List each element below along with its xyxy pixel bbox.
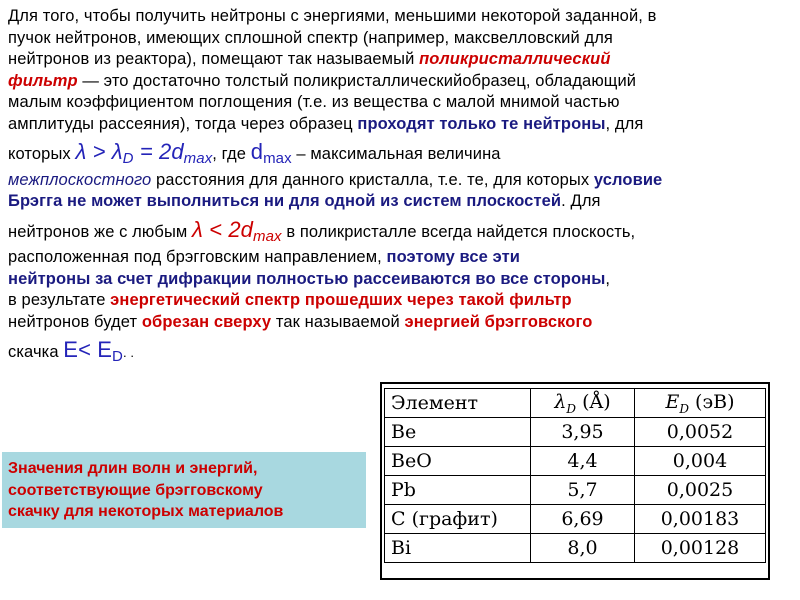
term-interplanar: межплоскостного	[8, 170, 152, 189]
text-line-8	[8, 170, 790, 192]
table-row	[385, 447, 766, 476]
text-segment: , где	[212, 145, 251, 163]
text-segment: которых	[8, 145, 76, 163]
header-unit: (Å)	[576, 390, 611, 413]
formula-subscript: D	[122, 150, 134, 167]
text-line-4	[8, 71, 790, 93]
main-paragraph	[8, 6, 790, 368]
text-line-6	[8, 114, 790, 136]
text-segment: нейтронов же с любым	[8, 222, 193, 241]
text-segment: скачка	[8, 343, 64, 361]
cell-lambda: 6,69	[531, 505, 635, 534]
cell-energy: 0,00128	[635, 534, 766, 563]
formula-dmax	[250, 139, 292, 167]
highlight-energy-spectrum: энергетический спектр прошедших через такой фильтр	[110, 291, 572, 309]
cell-element: BeO	[385, 447, 531, 476]
text-line-11	[8, 247, 790, 269]
formula-energy-condition	[63, 337, 123, 365]
text-line-3	[8, 49, 790, 71]
table-row	[385, 505, 766, 534]
cell-element: Bi	[385, 534, 531, 563]
formula-part: E< E	[63, 337, 113, 362]
cell-element: Be	[385, 418, 531, 447]
symbol-letter: E	[665, 390, 680, 413]
text-segment: пучок нейтронов, имеющих сплошной спектр (например, максвелловский для	[8, 28, 613, 47]
text-segment: нейтронов будет	[8, 312, 142, 331]
symbol-letter: λ	[554, 390, 567, 413]
text-segment: , для	[605, 114, 644, 133]
cell-lambda: 8,0	[531, 534, 635, 563]
header-element: Элемент	[385, 389, 531, 418]
highlight-scattered: нейтроны за счет дифракции полностью рассеиваются во все стороны	[8, 269, 606, 288]
cell-element: C (графит)	[385, 505, 531, 534]
text-segment: амплитуды рассеяния), тогда через образец	[8, 114, 358, 133]
text-line-15	[8, 339, 790, 368]
text-line-13	[8, 290, 790, 312]
symbol-subscript: D	[679, 401, 690, 416]
text-segment: малым коэффициентом поглощения (т.е. из вещества с малой мнимой частью	[8, 93, 620, 111]
note-caption	[8, 458, 364, 523]
text-segment: нейтронов из реактора), помещают так называемый	[8, 50, 420, 68]
table-row	[385, 476, 766, 505]
cell-energy: 0,00183	[635, 505, 766, 534]
formula-lambda-condition	[75, 139, 213, 167]
table-row	[385, 534, 766, 563]
table-row	[385, 418, 766, 447]
highlight-therefore: поэтому все эти	[386, 248, 521, 266]
text-line-10	[8, 216, 790, 248]
text-segment: в поликристалле всегда найдется плоскость,	[281, 222, 636, 241]
cell-element: Pb	[385, 476, 531, 505]
text-segment: так называемой	[271, 312, 405, 331]
cell-lambda: 3,95	[531, 418, 635, 447]
text-segment: Для того, чтобы получить нейтроны с энергиями, меньшими некоторой заданной, в	[8, 7, 657, 25]
cell-lambda: 5,7	[531, 476, 635, 505]
formula-lambda-less	[192, 216, 282, 245]
text-segment: расположенная под брэгговским направлением,	[8, 248, 387, 266]
text-line-14	[8, 312, 790, 334]
cell-lambda: 4,4	[531, 447, 635, 476]
formula-part: λ < 2d	[192, 216, 254, 242]
text-segment: расстояния для данного кристалла, т.е. те, для которых	[151, 170, 594, 189]
text-line-12	[8, 269, 790, 291]
formula-part: = 2d	[133, 139, 184, 164]
note-line: соответствующие брэгговскому	[8, 481, 263, 499]
header-energy	[635, 389, 766, 418]
formula-part: d	[250, 139, 264, 164]
symbol-subscript: D	[566, 401, 577, 416]
term-filter: фильтр	[8, 71, 78, 90]
highlight-bragg: Брэгга не может выполниться ни для одной из систем плоскостей	[8, 192, 562, 210]
text-line-1	[8, 6, 790, 28]
formula-subscript: D	[112, 348, 123, 365]
energy-symbol	[665, 390, 690, 416]
text-segment: — это достаточно толстый поликристаллическийобразец, обладающий	[77, 71, 637, 90]
table-header-row	[385, 389, 766, 418]
text-segment: . .	[122, 345, 135, 360]
text-segment: . Для	[561, 192, 601, 210]
text-segment: ,	[605, 269, 611, 288]
formula-subscript: max	[263, 150, 292, 167]
highlight-bragg-energy: энергией брэгговского	[404, 312, 593, 331]
formula-part: λ > λ	[75, 139, 123, 164]
header-unit: (эВ)	[689, 390, 735, 413]
formula-subscript: max	[183, 150, 213, 167]
term-polycrystalline: поликристаллический	[419, 50, 611, 68]
cell-energy: 0,0025	[635, 476, 766, 505]
text-line-7	[8, 141, 790, 170]
bragg-cutoff-table	[384, 388, 766, 563]
cell-energy: 0,0052	[635, 418, 766, 447]
lambda-symbol	[554, 390, 577, 416]
note-line: скачку для некоторых материалов	[8, 503, 284, 520]
formula-subscript: max	[253, 227, 282, 245]
text-line-5	[8, 92, 790, 114]
text-line-9	[8, 191, 790, 213]
text-line-2	[8, 28, 790, 50]
highlight-pass-neutrons: проходят только те нейтроны	[357, 114, 606, 133]
note-line: Значения длин волн и энергий,	[8, 460, 258, 477]
text-segment: – максимальная величина	[291, 145, 501, 163]
cell-energy: 0,004	[635, 447, 766, 476]
highlight-condition: условие	[593, 170, 663, 189]
header-lambda	[531, 389, 635, 418]
text-segment: в результате	[8, 291, 111, 309]
highlight-cut-off: обрезан сверху	[141, 312, 272, 331]
